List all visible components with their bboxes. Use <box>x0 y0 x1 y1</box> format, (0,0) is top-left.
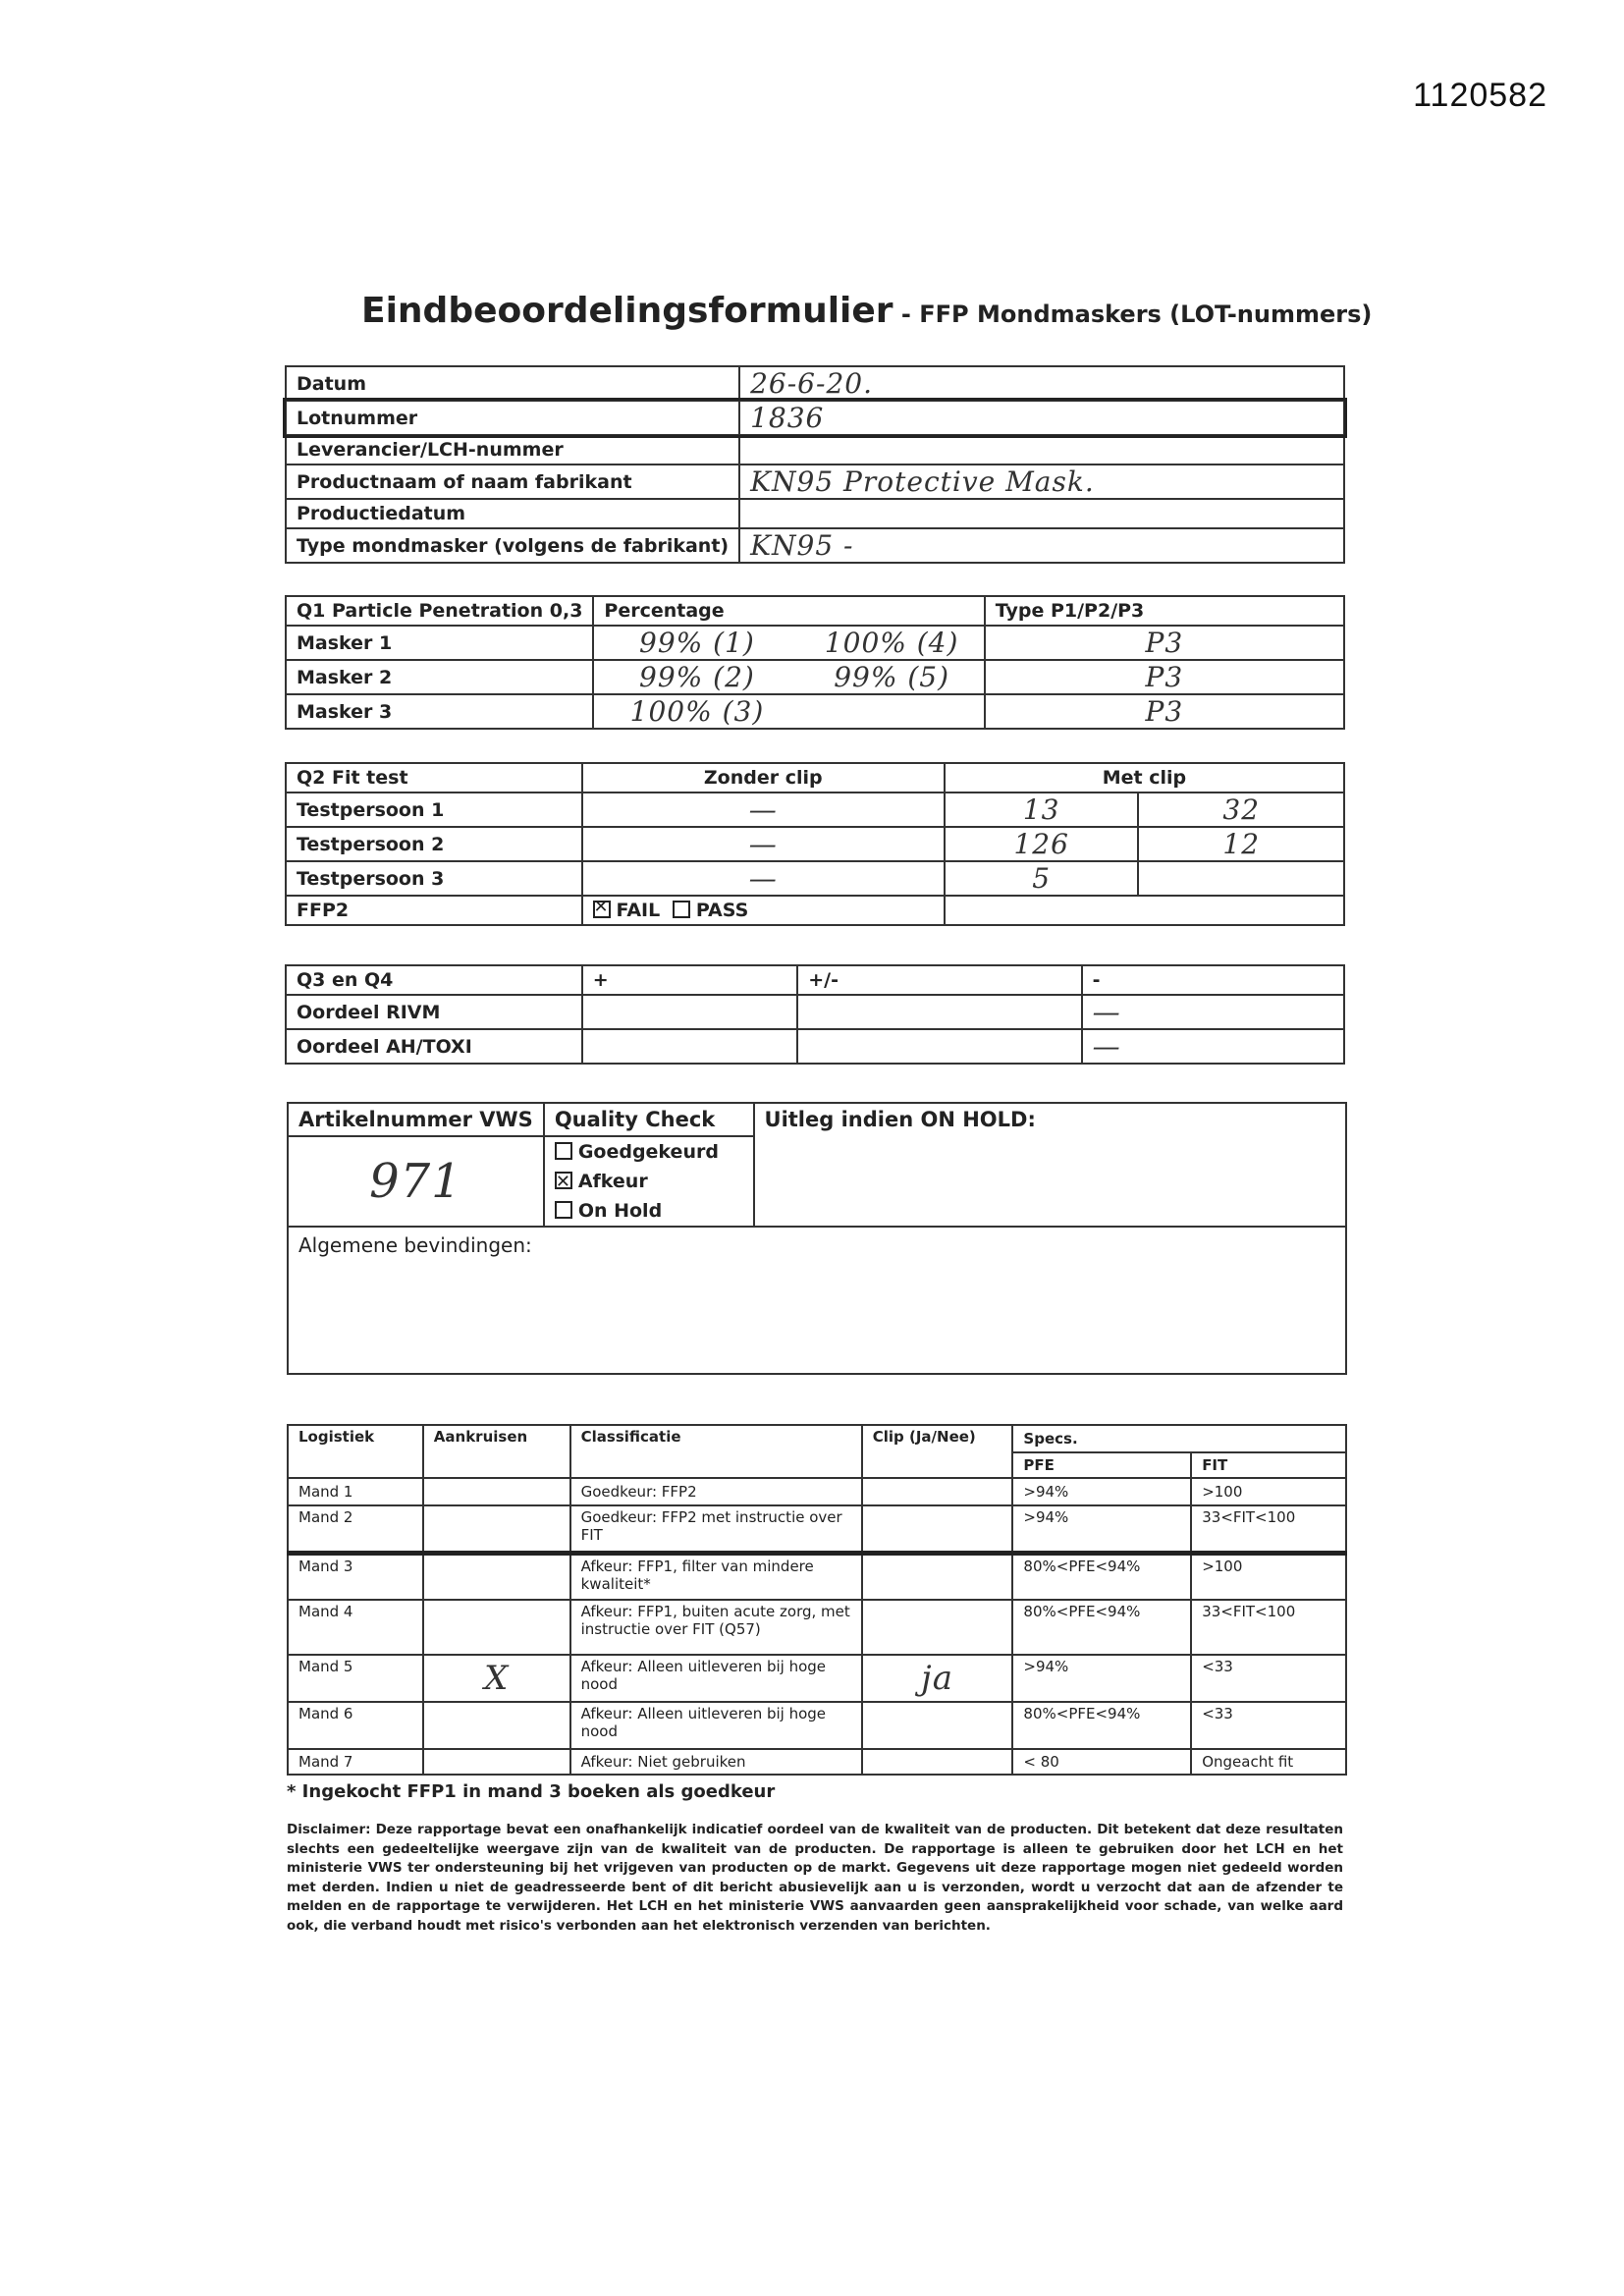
general-row <box>286 465 1344 499</box>
title-main: Eindbeoordelingsformulier <box>361 291 893 331</box>
q1-pct-b <box>799 694 984 729</box>
q2-row <box>286 861 1344 896</box>
q2-label: Testpersoon 3 <box>286 861 582 896</box>
log-mark <box>423 1702 570 1749</box>
general-value: KN95 Protective Mask. <box>739 465 1344 499</box>
q1-header: Type P1/P2/P3 <box>985 596 1344 626</box>
log-header: PFE <box>1012 1452 1191 1478</box>
log-mark <box>423 1478 570 1505</box>
q2-met-a: 5 <box>945 861 1139 896</box>
log-row <box>288 1478 1346 1505</box>
q2-row <box>286 793 1344 827</box>
q3q4-table <box>285 964 1345 1065</box>
q3q4-header: +/- <box>797 965 1081 995</box>
q2-label: Testpersoon 2 <box>286 827 582 861</box>
general-value: KN95 - <box>739 528 1344 563</box>
title-sub: FFP Mondmaskers (LOT-nummers) <box>919 301 1373 328</box>
log-mark <box>423 1600 570 1655</box>
log-fit: <33 <box>1191 1702 1346 1749</box>
q1-pct-a: 99% (1) <box>593 626 799 660</box>
q1-pct-a: 100% (3) <box>593 694 799 729</box>
log-pfe: >94% <box>1012 1505 1191 1553</box>
q3q4-header: Q3 en Q4 <box>286 965 582 995</box>
title-separator: - <box>893 301 920 328</box>
log-fit: >100 <box>1191 1553 1346 1600</box>
q3q4-plus <box>582 995 798 1029</box>
q3q4-plus <box>582 1029 798 1064</box>
q3q4-row <box>286 1029 1344 1064</box>
logistiek-table <box>287 1424 1347 1776</box>
qc-option[interactable] <box>555 1167 743 1196</box>
log-clip <box>862 1553 1013 1600</box>
qc-option-label: Goedgekeurd <box>577 1141 719 1163</box>
log-row <box>288 1655 1346 1702</box>
q2-table <box>285 762 1345 926</box>
qc-option-label: Afkeur <box>577 1171 648 1192</box>
qc-options <box>544 1136 754 1227</box>
q1-pct-b: 100% (4) <box>799 626 984 660</box>
footnote: * Ingekocht FFP1 in mand 3 boeken als goedkeur <box>287 1781 776 1802</box>
general-value: 26-6-20. <box>739 366 1344 401</box>
log-class: Afkeur: Alleen uitleveren bij hoge nood <box>570 1655 862 1702</box>
general-value: 1836 <box>739 401 1344 435</box>
log-pfe: 80%<PFE<94% <box>1012 1553 1191 1600</box>
log-row <box>288 1553 1346 1600</box>
q1-type: P3 <box>985 626 1344 660</box>
general-value <box>739 435 1344 465</box>
bevindingen-label: Algemene bevindingen: <box>288 1227 1346 1374</box>
log-class: Goedkeur: FFP2 <box>570 1478 862 1505</box>
log-fit: <33 <box>1191 1655 1346 1702</box>
log-mand: Mand 6 <box>288 1702 423 1749</box>
q2-header: Q2 Fit test <box>286 763 582 793</box>
general-label: Productnaam of naam fabrikant <box>286 465 739 499</box>
q3q4-header: - <box>1082 965 1344 995</box>
q2-ffp2-label: FFP2 <box>286 896 582 925</box>
q3q4-row <box>286 995 1344 1029</box>
general-label: Datum <box>286 366 739 401</box>
qc-option[interactable] <box>555 1137 743 1167</box>
general-label: Lotnummer <box>286 401 739 435</box>
general-label: Leverancier/LCH-nummer <box>286 435 739 465</box>
general-row <box>286 401 1344 435</box>
log-header: Logistiek <box>288 1425 423 1478</box>
general-label: Productiedatum <box>286 499 739 528</box>
artikel-label: Artikelnummer VWS <box>288 1103 544 1136</box>
log-pfe: >94% <box>1012 1655 1191 1702</box>
disclaimer-lead: Disclaimer: <box>287 1822 371 1837</box>
log-pfe: >94% <box>1012 1478 1191 1505</box>
log-mand: Mand 3 <box>288 1553 423 1600</box>
q3q4-min: — <box>1082 1029 1344 1064</box>
general-row <box>286 435 1344 465</box>
q1-label: Masker 3 <box>286 694 593 729</box>
log-row <box>288 1600 1346 1655</box>
q1-row <box>286 660 1344 694</box>
general-table <box>285 365 1345 564</box>
log-clip <box>862 1505 1013 1553</box>
log-class: Afkeur: Alleen uitleveren bij hoge nood <box>570 1702 862 1749</box>
log-header: Clip (Ja/Nee) <box>862 1425 1013 1478</box>
q3q4-label: Oordeel RIVM <box>286 995 582 1029</box>
log-row <box>288 1749 1346 1775</box>
log-mark <box>423 1553 570 1600</box>
q2-met-b: 32 <box>1138 793 1344 827</box>
log-class: Goedkeur: FFP2 met instructie over FIT <box>570 1505 862 1553</box>
q2-zonder: — <box>582 793 945 827</box>
log-header: Aankruisen <box>423 1425 570 1478</box>
log-mark <box>423 1749 570 1775</box>
afkeur-checkbox[interactable] <box>555 1172 572 1189</box>
general-row <box>286 499 1344 528</box>
goedgekeurd-checkbox[interactable] <box>555 1142 572 1160</box>
q2-met-a: 126 <box>945 827 1139 861</box>
q3q4-pm <box>797 995 1081 1029</box>
q1-row <box>286 626 1344 660</box>
fail-label: FAIL <box>616 900 661 921</box>
q1-pct-a: 99% (2) <box>593 660 799 694</box>
log-clip <box>862 1478 1013 1505</box>
q3q4-pm <box>797 1029 1081 1064</box>
q2-met-b: 12 <box>1138 827 1344 861</box>
log-fit: >100 <box>1191 1478 1346 1505</box>
q2-zonder: — <box>582 861 945 896</box>
q2-header: Met clip <box>945 763 1344 793</box>
q2-met-b <box>1138 861 1344 896</box>
q1-label: Masker 2 <box>286 660 593 694</box>
log-mand: Mand 7 <box>288 1749 423 1775</box>
q1-label: Masker 1 <box>286 626 593 660</box>
q1-header: Q1 Particle Penetration 0,3 <box>286 596 593 626</box>
q1-type: P3 <box>985 660 1344 694</box>
q3q4-min: — <box>1082 995 1344 1029</box>
log-fit: 33<FIT<100 <box>1191 1600 1346 1655</box>
q2-header: Zonder clip <box>582 763 945 793</box>
qc-label: Quality Check <box>544 1103 754 1136</box>
log-header: Classificatie <box>570 1425 862 1478</box>
q2-ffp2-result <box>582 896 945 925</box>
uitleg-label: Uitleg indien ON HOLD: <box>754 1103 1346 1227</box>
pass-label: PASS <box>695 900 749 921</box>
log-class: Afkeur: Niet gebruiken <box>570 1749 862 1775</box>
log-header: Specs. <box>1012 1425 1346 1452</box>
qc-option-label: On Hold <box>577 1200 663 1222</box>
log-class: Afkeur: FFP1, buiten acute zorg, met instructie over FIT (Q57) <box>570 1600 862 1655</box>
artikel-value: 971 <box>288 1136 544 1227</box>
qc-option[interactable] <box>555 1196 743 1226</box>
disclaimer-text: Deze rapportage bevat een onafhankelijk indicatief oordeel van de kwaliteit van de producten. Dit betekent dat deze resultaten slechts een gedeeltelijke weergave zijn van de kwaliteit van de producten. De rapportage is alleen te gebruiken door het LCH en het ministerie VWS ter ondersteuning bij het vrijgeven van producten op de markt. Gegevens uit deze rapportage mogen niet gedeeld worden met derden. Indien u niet de geadresseerde bent of dit bericht abusievelijk aan u is verzonden, wordt u verzocht dat aan de afzender te melden en de rapportage te verwijderen. Het LCH en het ministerie VWS aanvaarden geen aansprakelijkheid voor schade, van welke aard ook, die verband houdt met risico's verbonden aan het elektronisch verzenden van berichten. <box>287 1822 1343 1934</box>
q2-met-a: 13 <box>945 793 1139 827</box>
q1-header: Percentage <box>593 596 984 626</box>
q2-label: Testpersoon 1 <box>286 793 582 827</box>
log-clip <box>862 1702 1013 1749</box>
q1-table <box>285 595 1345 730</box>
q3q4-label: Oordeel AH/TOXI <box>286 1029 582 1064</box>
general-row <box>286 528 1344 563</box>
q1-row <box>286 694 1344 729</box>
q1-type: P3 <box>985 694 1344 729</box>
general-row <box>286 366 1344 401</box>
log-mand: Mand 4 <box>288 1600 423 1655</box>
q2-row <box>286 827 1344 861</box>
log-clip <box>862 1600 1013 1655</box>
general-value <box>739 499 1344 528</box>
q1-pct-b: 99% (5) <box>799 660 984 694</box>
log-mark: X <box>423 1655 570 1702</box>
log-fit: Ongeacht fit <box>1191 1749 1346 1775</box>
log-fit: 33<FIT<100 <box>1191 1505 1346 1553</box>
q3q4-header: + <box>582 965 798 995</box>
log-clip: ja <box>862 1655 1013 1702</box>
log-row <box>288 1702 1346 1749</box>
log-row <box>288 1505 1346 1553</box>
fail-checkbox[interactable] <box>593 901 611 918</box>
pass-checkbox[interactable] <box>673 901 690 918</box>
log-mark <box>423 1505 570 1553</box>
document-id: 1120582 <box>1413 77 1547 114</box>
log-mand: Mand 1 <box>288 1478 423 1505</box>
log-clip <box>862 1749 1013 1775</box>
log-header: FIT <box>1191 1452 1346 1478</box>
log-class: Afkeur: FFP1, filter van mindere kwaliteit* <box>570 1553 862 1600</box>
log-pfe: < 80 <box>1012 1749 1191 1775</box>
log-mand: Mand 2 <box>288 1505 423 1553</box>
general-label: Type mondmasker (volgens de fabrikant) <box>286 528 739 563</box>
log-pfe: 80%<PFE<94% <box>1012 1600 1191 1655</box>
disclaimer <box>287 1821 1343 1936</box>
on-hold-checkbox[interactable] <box>555 1201 572 1219</box>
q2-zonder: — <box>582 827 945 861</box>
quality-table <box>287 1102 1347 1375</box>
log-mand: Mand 5 <box>288 1655 423 1702</box>
log-pfe: 80%<PFE<94% <box>1012 1702 1191 1749</box>
page-title <box>361 291 1372 331</box>
